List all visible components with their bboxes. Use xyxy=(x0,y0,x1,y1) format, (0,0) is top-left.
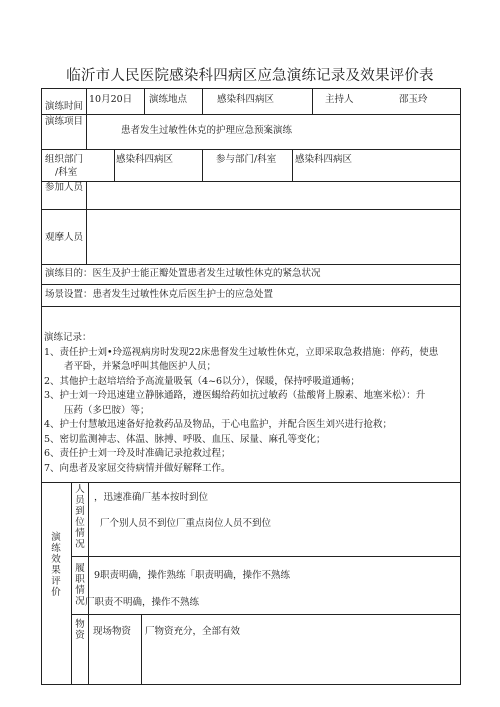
record-item: 1、责任护士刘•玲巡视病房时发现22床患督发生过敏性休克，立即采取急救措施：停药，使患 xyxy=(44,346,439,358)
drill-place-value: 感染科四病区 xyxy=(217,94,275,105)
effect-evaluation-label: 演练效果评价 xyxy=(51,532,61,598)
row-divider xyxy=(42,149,460,150)
row-divider xyxy=(42,284,460,285)
record-item: 者平卧，并紧急呼叫其他医护人员； xyxy=(64,361,217,372)
org-dept-label: 组织部门 xyxy=(45,154,84,165)
arrival-option-line-2: 厂个别人员不到位厂重点岗位人员不到位 xyxy=(100,518,272,529)
drill-time-label: 演练时间 xyxy=(45,101,84,112)
col-divider xyxy=(292,149,293,181)
project-label: 演练项目 xyxy=(45,116,84,127)
row-divider xyxy=(42,181,460,182)
row-divider xyxy=(42,306,460,307)
host-value: 邵玉玲 xyxy=(399,94,428,105)
participating-dept-label: 参与部门/科室 xyxy=(216,154,277,165)
col-divider xyxy=(86,89,87,114)
host-label: 主持人 xyxy=(325,94,354,105)
drill-time-value: 10月20日 xyxy=(89,94,133,105)
row-divider xyxy=(42,114,460,115)
materials-label: 物资 xyxy=(75,619,85,641)
record-item: 7、向患者及家屈交待病情并做好解释工作。 xyxy=(44,462,231,474)
onsite-materials-label: 现场物资 xyxy=(93,626,132,637)
row-divider xyxy=(71,614,460,615)
record-heading: 演练记录： xyxy=(44,332,92,343)
drill-record-table xyxy=(41,88,461,685)
record-item: 5、密切监测神志、体温、脉搏、呼吸、血压、尿量、麻孔等变化； xyxy=(44,433,326,445)
col-divider xyxy=(312,89,313,114)
record-item: 4、护士付慧敏迅速备好抢救药品及物品，于心电监护，并配合医生刘兴进行抢救； xyxy=(44,419,393,430)
scene-setting: 场景设置：患者发生过敏性休克后医生护士的应急处置 xyxy=(45,289,274,300)
observers-label: 观摩人员 xyxy=(45,232,84,243)
project-value: 患者发生过敏性休克的护理应急预案演练 xyxy=(121,125,293,136)
drill-record xyxy=(44,331,458,476)
col-divider xyxy=(141,614,142,685)
record-item: 3、护士刘一玲迅速建立静脉通路，遵医蝎给药如抗过敏药（盐酸肾上腺素、地塞米松）：升 xyxy=(44,390,426,401)
col-divider xyxy=(71,482,72,685)
page-title: 临沂市人民医院感染科四病区应急演练记录及效果评价表 xyxy=(66,68,434,84)
duty-option-line-1: 9职责明确，操作熟练「职责明确，操作不熟练 xyxy=(94,570,291,581)
record-item: 压药（多巴胺）等； xyxy=(64,404,150,416)
col-divider xyxy=(144,89,145,114)
onsite-materials-value: 厂物资充分，全部有效 xyxy=(145,626,241,637)
col-divider xyxy=(88,482,89,685)
duty-status-label: 履职情况 xyxy=(75,563,85,607)
participants-label: 参加人员 xyxy=(45,182,84,193)
org-dept-label-2: /科室 xyxy=(55,167,78,178)
col-divider xyxy=(202,89,203,114)
record-item: 6、责任护士刘一玲及时准确记录抢救过程； xyxy=(44,448,231,459)
duty-option-line-2: 厂职责不明确，操作不熟练 xyxy=(85,597,200,608)
drill-place-label: 演练地点 xyxy=(149,94,188,105)
arrival-status-label: 人员到位情况 xyxy=(75,484,85,550)
row-divider xyxy=(42,482,460,483)
col-divider xyxy=(86,114,87,149)
org-dept-value: 感染科四病区 xyxy=(116,154,174,165)
row-divider xyxy=(42,264,460,265)
col-divider xyxy=(202,149,203,181)
participating-dept-value: 感染科四病区 xyxy=(295,154,353,165)
drill-purpose: 演练目的：医生及护士能正瓣处置患者发生过敏性休克的紧急状况 xyxy=(45,268,321,279)
record-item: 2、其他护士赵培培给予高流量吸氧（4~6以分），保暖，保持呼吸道通畅； xyxy=(44,375,360,387)
row-divider xyxy=(71,556,460,557)
col-divider xyxy=(114,149,115,181)
row-divider xyxy=(42,209,460,210)
col-divider xyxy=(86,181,87,264)
arrival-option-line-1: ，迅速准确厂基本按时到位 xyxy=(94,492,209,503)
